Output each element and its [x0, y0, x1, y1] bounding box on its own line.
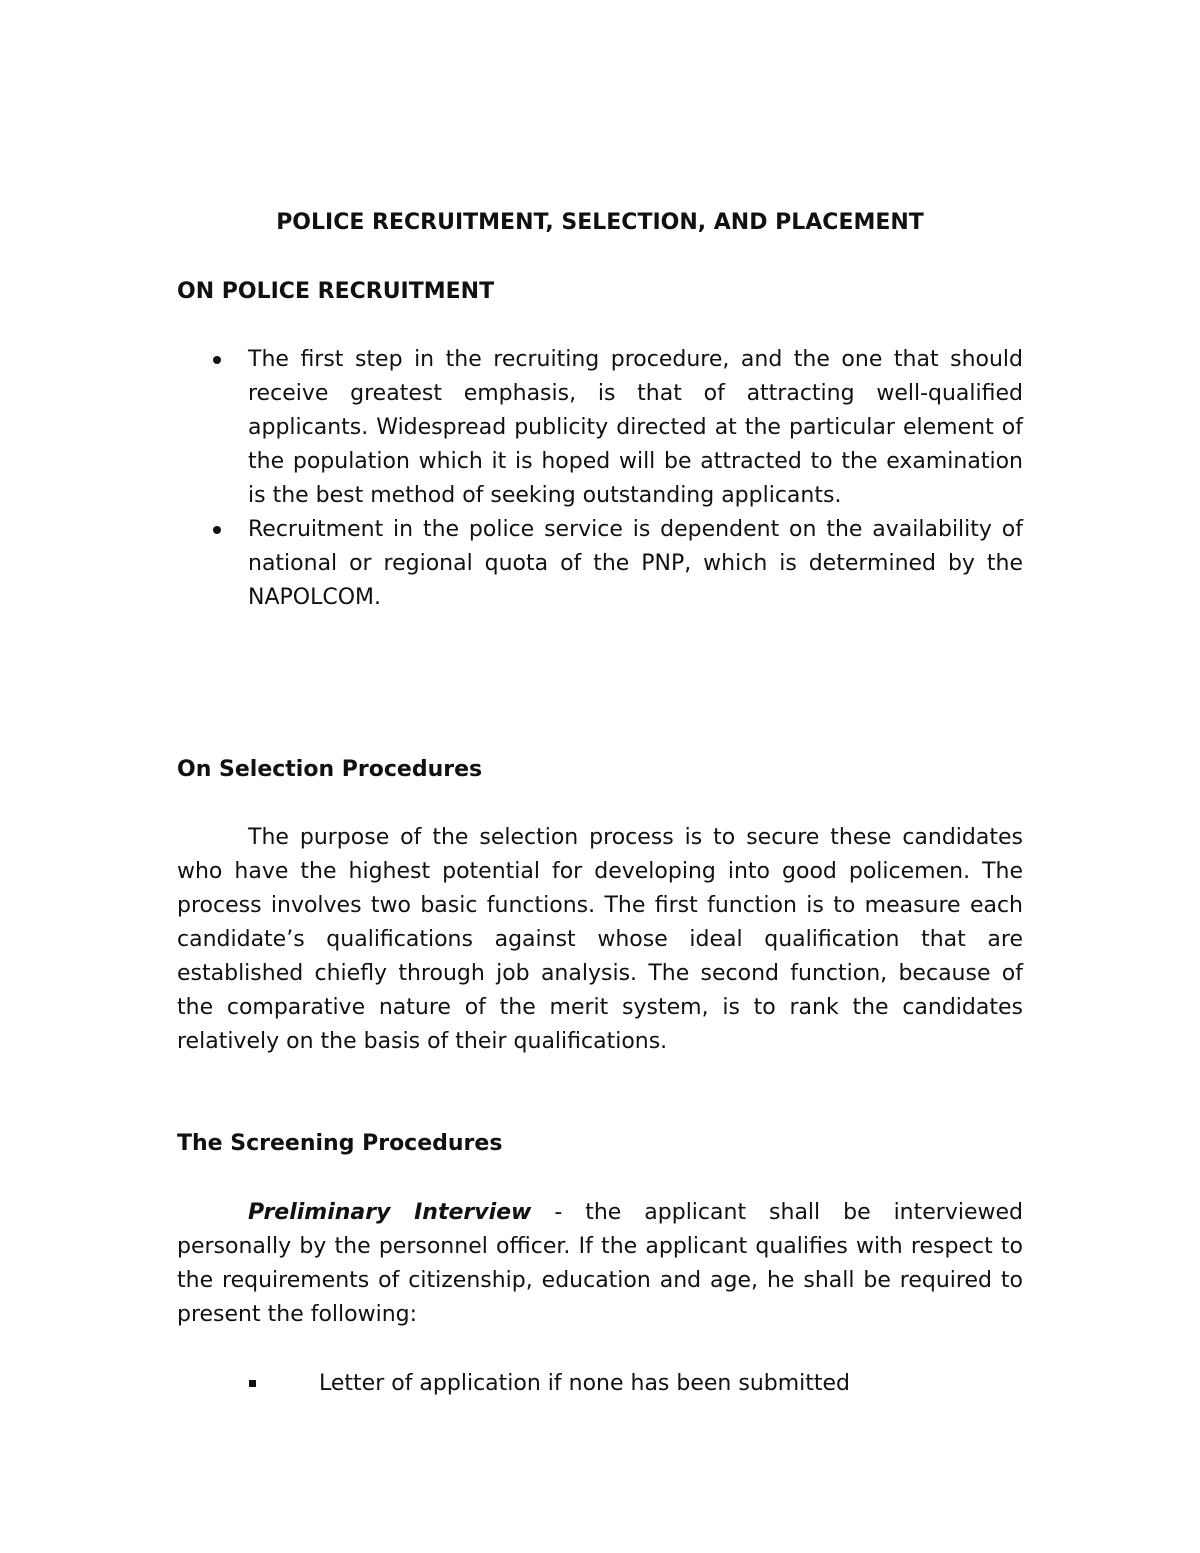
section-heading-screening: The Screening Procedures [177, 1131, 503, 1156]
requirements-list [177, 1367, 1023, 1401]
section-heading-recruitment: ON POLICE RECRUITMENT [177, 279, 495, 304]
screening-paragraph [177, 1196, 1023, 1332]
list-item [177, 343, 1023, 513]
document-title: POLICE RECRUITMENT, SELECTION, AND PLACEMENT [276, 210, 924, 235]
square-bullet-icon [249, 1380, 256, 1387]
bullet-dot-icon [213, 356, 221, 364]
screening-paragraph-text: - the applicant shall be interviewed personally by the personnel officer. If the applicant qualifies with respect to the requirements of citizenship, education and age, he shall be required to present the following: [177, 1200, 1023, 1327]
section-heading-selection: On Selection Procedures [177, 757, 483, 782]
list-item [177, 513, 1023, 615]
recruitment-bullet-list [177, 343, 1023, 615]
term-preliminary-interview: Preliminary Interview [248, 1200, 532, 1225]
bullet-text: The first step in the recruiting procedure, and the one that should receive greatest emphasis, is that of attracting well-qualified applicants. Widespread publicity directed at the particular element of the population which it is hoped will be attracted to the examination is the best method of seeking outstanding applicants. [248, 347, 1023, 508]
requirement-text: Letter of application if none has been submitted [319, 1371, 851, 1396]
selection-paragraph: The purpose of the selection process is to secure these candidates who have the highest potential for developing into good policemen. The process involves two basic functions. The first function is to measure each candidate’s qualifications against whose ideal qualification that are established chiefly through job analysis. The second function, because of the comparative nature of the merit system, is to rank the candidates relatively on the basis of their qualifications. [177, 825, 1023, 1054]
list-item [177, 1367, 1023, 1401]
bullet-dot-icon [213, 526, 221, 534]
bullet-text: Recruitment in the police service is dependent on the availability of national or regional quota of the PNP, which is determined by the NAPOLCOM. [248, 517, 1023, 610]
